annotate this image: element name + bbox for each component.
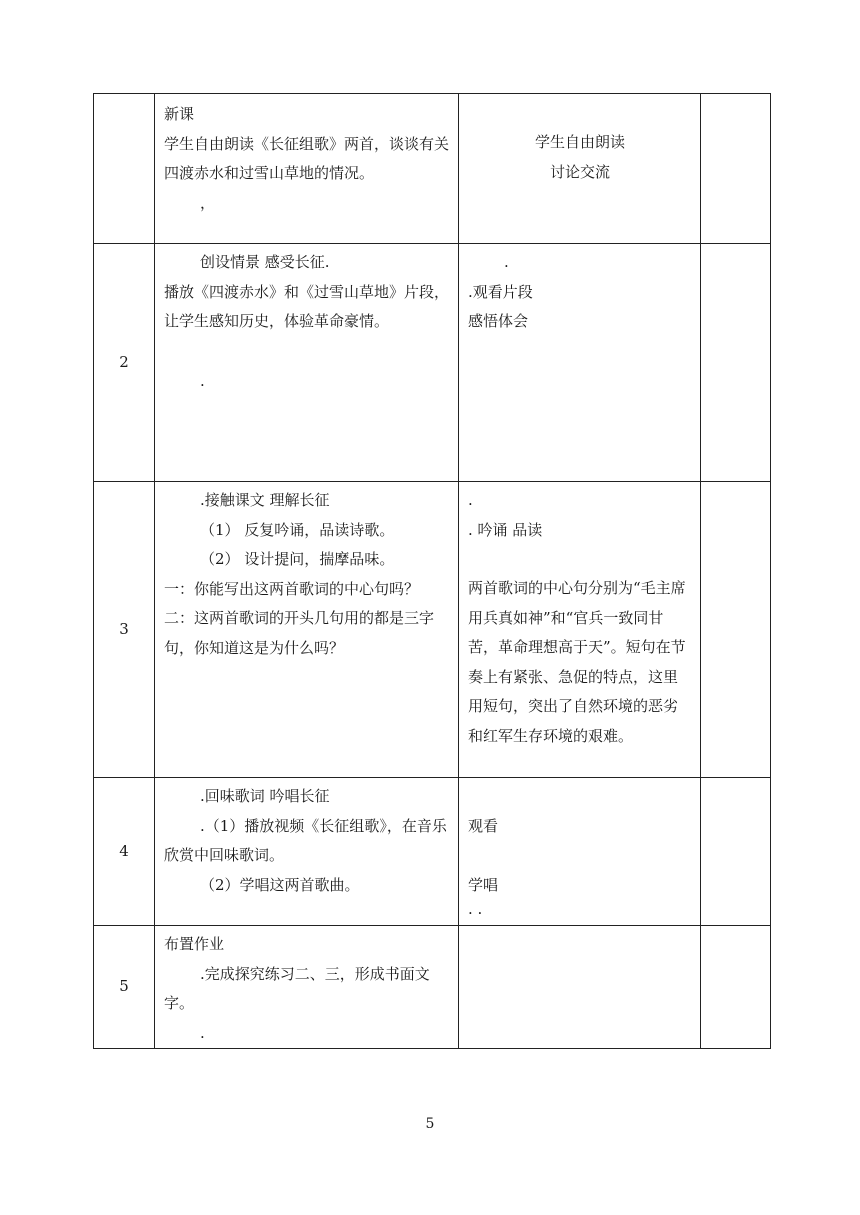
activity-cell — [459, 482, 701, 778]
step-number-cell: 5 — [94, 926, 155, 1049]
content-line: .（1）播放视频《长征组歌》，在音乐欣赏中回味歌词。 — [164, 816, 447, 864]
page-number: 5 — [425, 1116, 435, 1132]
content-line: 二：这两首歌词的开头几句用的都是三字句，你知道这是为什么吗？ — [164, 609, 435, 657]
content-cell — [155, 482, 459, 778]
activity-line: 讨论交流 — [549, 162, 610, 181]
activity-cell — [459, 94, 701, 244]
content-line: （2）学唱这两首歌曲。 — [200, 875, 360, 894]
content-line: （1） 反复吟诵，品读诗歌。 — [200, 520, 395, 539]
content-line: 学生自由朗读《长征组歌》两首，谈谈有关四渡赤水和过雪山草地的情况。 — [164, 134, 450, 182]
activity-line: . 吟诵 品读 — [468, 520, 543, 539]
activity-line: 感悟体会 — [468, 312, 529, 330]
step-number-cell: 2 — [94, 244, 155, 482]
activity-line: 观看 — [468, 817, 499, 835]
notes-cell — [701, 926, 771, 1049]
content-line: .完成探究练习二、三，形成书面文字。 — [164, 964, 430, 1012]
content-cell — [155, 926, 459, 1049]
notes-cell — [701, 244, 771, 482]
step-number-cell: 3 — [94, 482, 155, 778]
activity-line: . . — [468, 900, 483, 918]
content-cell — [155, 244, 459, 482]
table-row — [94, 94, 771, 244]
activity-line: 学唱 — [468, 875, 499, 894]
content-line: （2） 设计提问，揣摩品味。 — [200, 550, 395, 568]
content-cell — [155, 94, 459, 244]
table-row — [94, 482, 771, 778]
activity-cell — [459, 778, 701, 926]
content-line: 一：你能写出这两首歌词的中心句吗？ — [164, 579, 420, 598]
content-line: 布置作业 — [164, 935, 225, 953]
step-number-cell — [94, 94, 155, 244]
notes-cell — [701, 482, 771, 778]
content-line: . — [200, 371, 205, 390]
content-line: . — [200, 1023, 205, 1042]
activity-line: 学生自由朗读 — [534, 133, 625, 151]
activity-cell — [459, 244, 701, 482]
activity-line: 两首歌词的中心句分别为“毛主席用兵真如神”和“官兵一致同甘苦，革命理想高于天”。短句在节奏上有紧张、急促的特点，这里用短句，突出了自然环境的恶劣和红军生存环境的艰难。 — [468, 579, 686, 745]
content-line: 播放《四渡赤水》和《过雪山草地》片段，让学生感知历史，体验革命豪情。 — [164, 282, 450, 330]
table-row — [94, 244, 771, 482]
content-line: .回味歌词 吟唱长征 — [200, 787, 330, 805]
notes-cell — [701, 94, 771, 244]
content-line: .接触课文 理解长征 — [200, 491, 330, 509]
content-cell — [155, 778, 459, 926]
activity-line: . — [504, 253, 509, 271]
activity-line: .观看片段 — [468, 282, 533, 301]
content-line: 新课 — [164, 105, 195, 123]
notes-cell — [701, 778, 771, 926]
table-row — [94, 926, 771, 1049]
activity-line: . — [468, 491, 473, 509]
content-line: ， — [200, 193, 216, 212]
table-row — [94, 778, 771, 926]
lesson-plan-table — [93, 93, 771, 1049]
activity-cell — [459, 926, 701, 1049]
step-number-cell: 4 — [94, 778, 155, 926]
content-line: 创设情景 感受长征. — [200, 253, 330, 271]
